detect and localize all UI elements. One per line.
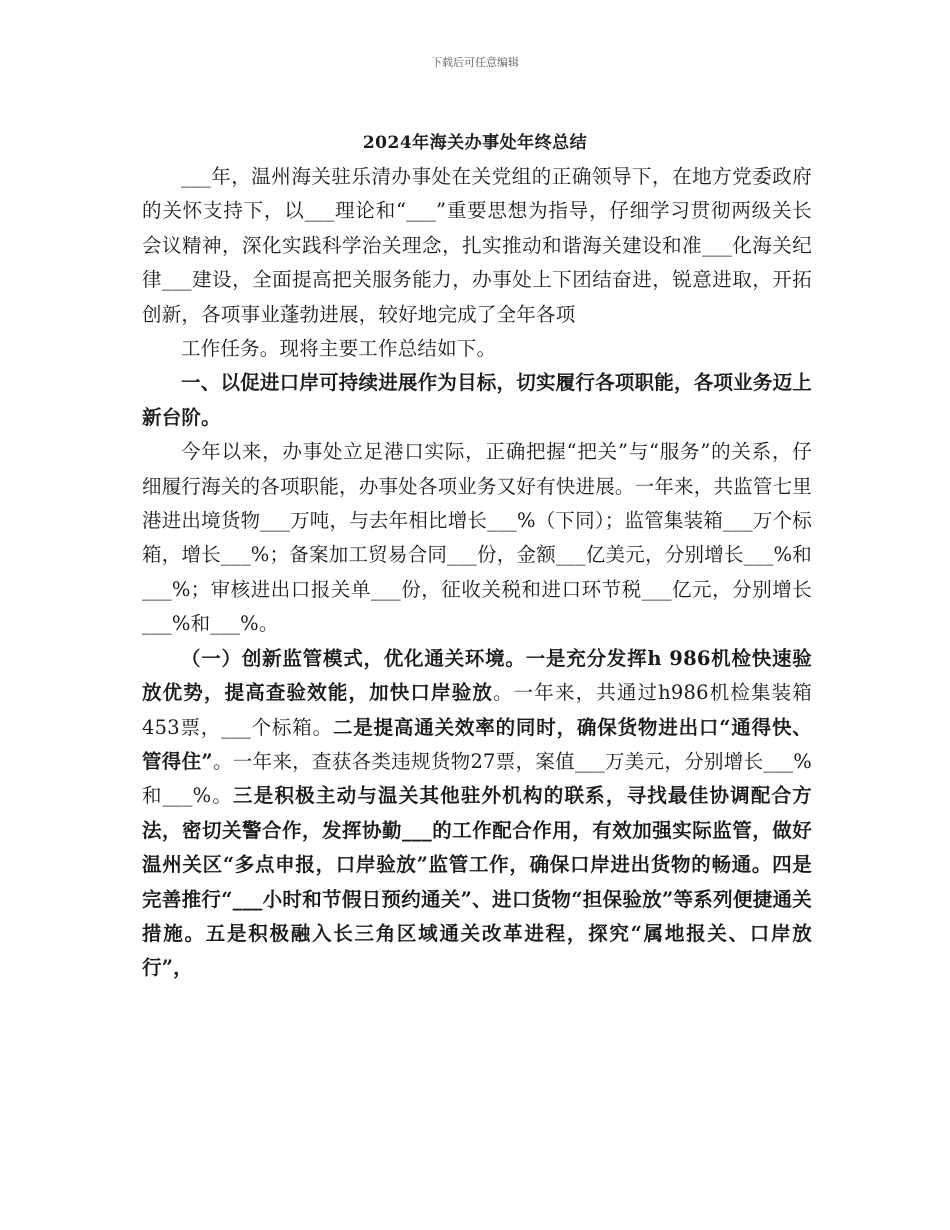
normal-run-1: 。一年来，共通过h986机检集装箱453票，___个标箱。	[142, 681, 812, 739]
paragraph-intro-cont: 工作任务。现将主要工作总结如下。	[181, 337, 497, 361]
document-body	[142, 160, 812, 986]
bold-run-3: 三是积极主动与温关其他驻外机构的联系，寻找最佳协调配合方法，密切关警合作，发挥协勤___的工作配合作用，有效加强实际监管，做好温州关区“多点申报，口岸验放”监管工作，确保口岸进出货物的畅通。四是完善推行“___小时和节假日预约通关”、进口货物“担保验放”等系列便捷通关措施。五是积极融入长三角区域通关改革进程，探究“属地报关、口岸放行”，	[142, 784, 812, 980]
normal-run-2: 。一年来，查获各类违规货物27票，案值___万美元，分别增长___%和___%。	[142, 749, 812, 808]
paragraph-intro: ___年，温州海关驻乐清办事处在关党组的正确领导下，在地方党委政府的关怀支持下，以___理论和“___”重要思想为指导，仔细学习贯彻两级关长会议精神，深化实践科学治关理念，扎实推动和谐海关建设和准___化海关纪律___建设，全面提高把关服务能力，办事处上下团结奋进，锐意进取，开拓创新，各项事业蓬勃进展，较好地完成了全年各项	[142, 165, 812, 326]
document-title: 2024年海关办事处年终总结	[362, 133, 588, 153]
section-heading-1: 一、以促进口岸可持续进展作为目标，切实履行各项职能，各项业务迈上新台阶。	[142, 371, 812, 429]
paragraph-subsection-1	[142, 642, 812, 986]
paragraph-stats: 今年以来，办事处立足港口实际，正确把握“把关”与“服务”的关系，仔细履行海关的各项职能，办事处各项业务又好有快进展。一年来，共监管七里港进出境货物___万吨，与去年相比增长___%（下同）；监管集装箱___万个标箱，增长___%；备案加工贸易合同___份，金额___亿美元，分别增长___%和___%；审核进出口报关单___份，征收关税和进口环节税___亿元，分别增长___%和___%。	[142, 440, 812, 636]
bold-run-1: （一）创新监管模式，优化通关环境。一是充分发挥h 986机检快速验放优势，提高查验效能，加快口岸验放	[142, 646, 812, 705]
bold-run-2: 二是提高通关效率的同时，确保货物进出口“通得快、管得住”	[142, 715, 812, 773]
header-note: 下载后可任意编辑	[431, 56, 519, 69]
